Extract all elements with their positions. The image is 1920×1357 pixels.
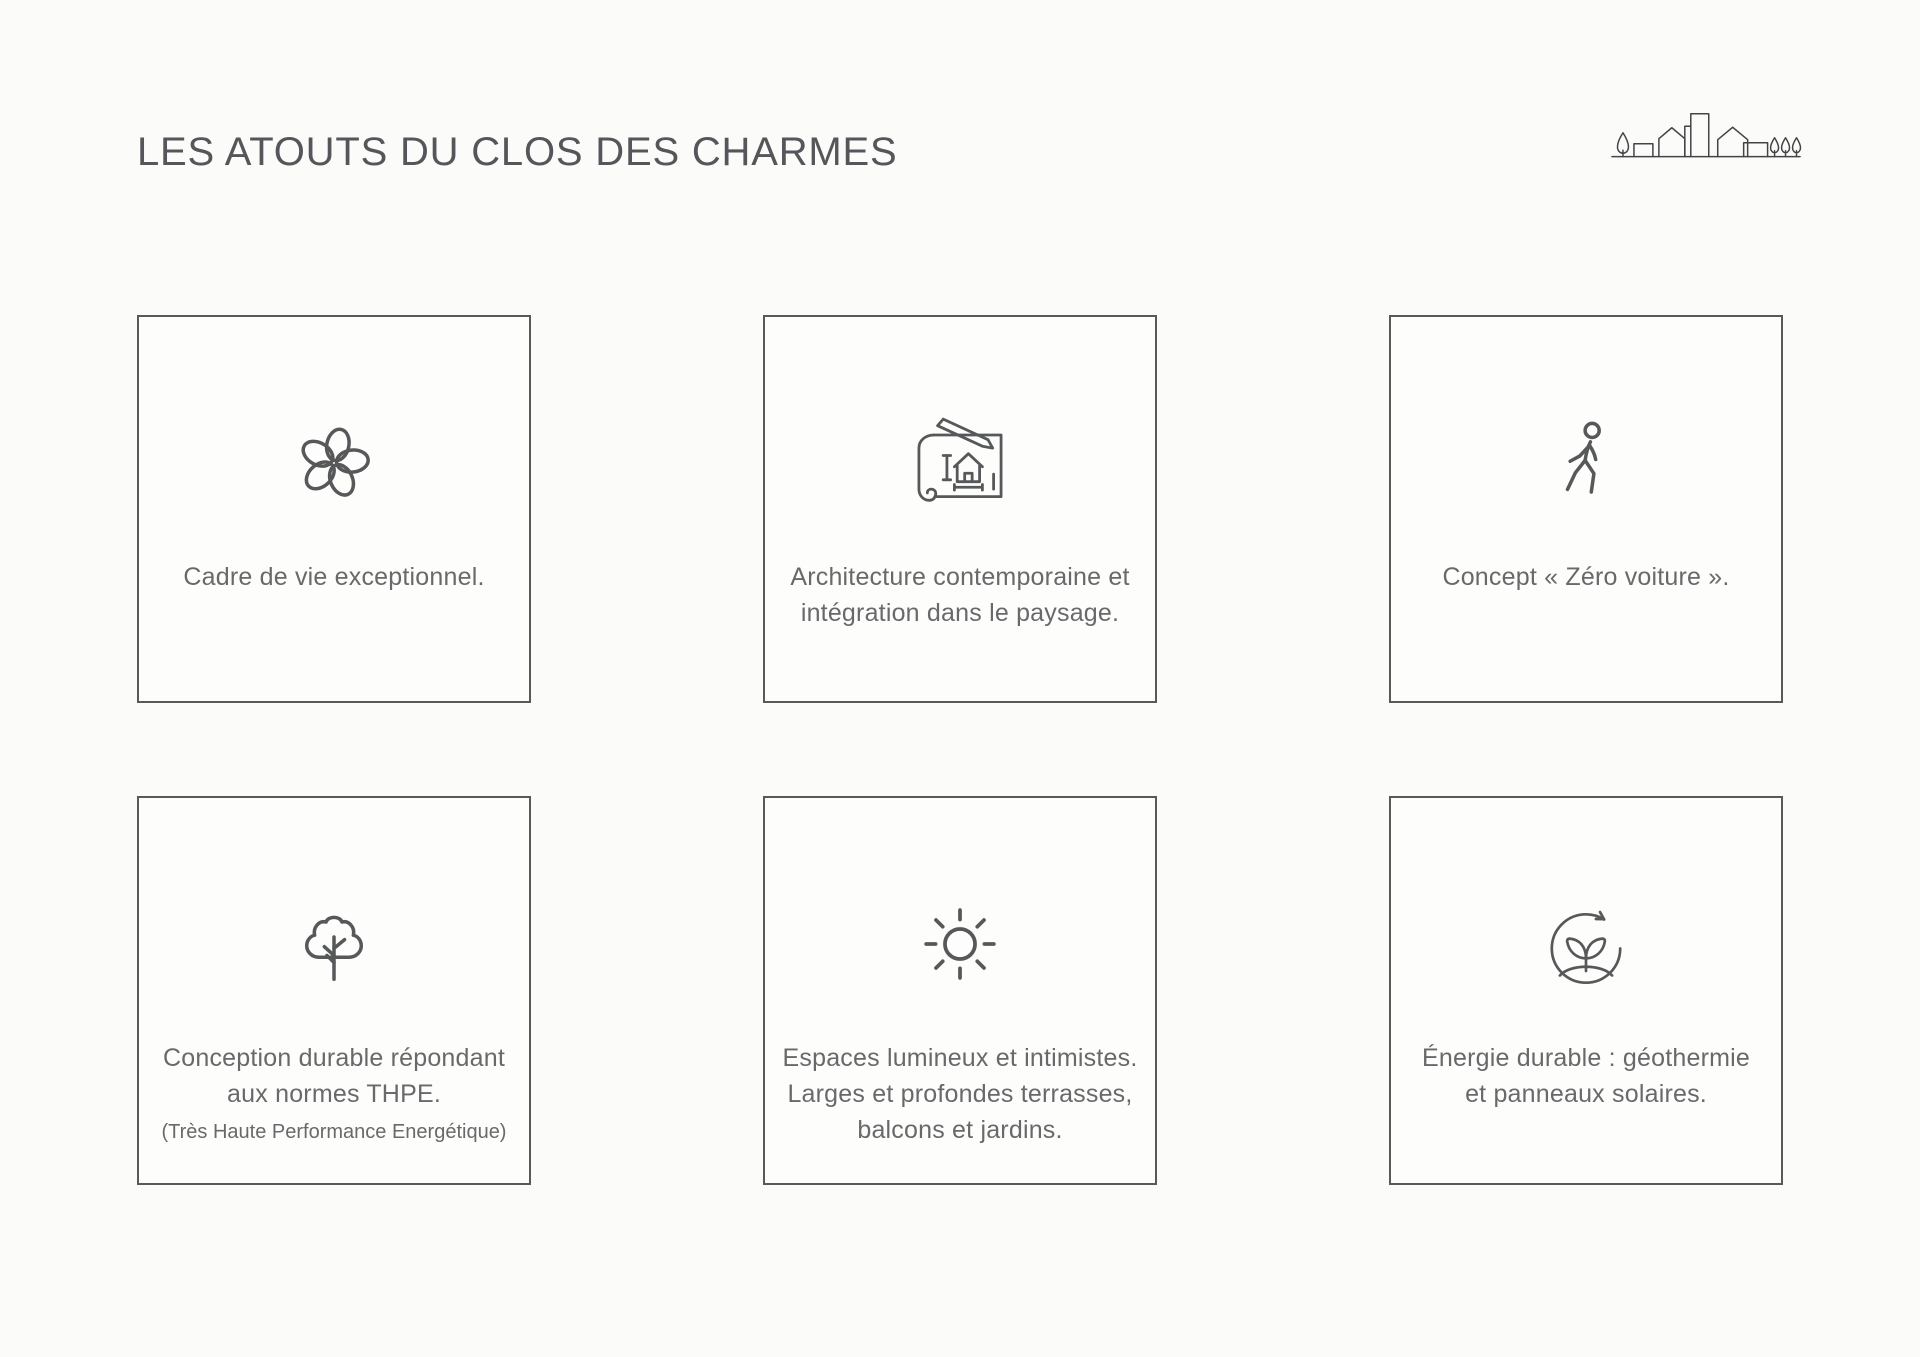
card-zero-voiture: [1389, 315, 1783, 703]
caption-line: intégration dans le paysage.: [800, 599, 1120, 627]
sun-icon: [913, 900, 1007, 988]
pedestrian-icon: [1542, 419, 1630, 507]
card-caption: [183, 559, 484, 595]
caption-line: aux normes THPE.: [227, 1080, 441, 1108]
caption-line: Conception durable répondant: [163, 1044, 505, 1072]
caption-line: Concept « Zéro voiture ».: [1442, 563, 1730, 591]
card-caption: [783, 1040, 1138, 1148]
caption-line: Énergie durable : géothermie: [1421, 1044, 1751, 1072]
card-caption: [790, 559, 1129, 631]
features-grid: [137, 315, 1783, 1185]
card-caption: [1442, 559, 1729, 595]
caption-line: Architecture contemporaine et: [790, 563, 1130, 591]
renewable-energy-icon: [1541, 900, 1631, 988]
card-architecture: [763, 315, 1157, 703]
tree-icon: [290, 900, 378, 988]
caption-line: Larges et profondes terrasses,: [787, 1080, 1133, 1108]
blueprint-icon: [904, 419, 1016, 507]
caption-line: Espaces lumineux et intimistes.: [782, 1044, 1138, 1072]
caption-line: balcons et jardins.: [857, 1116, 1063, 1144]
card-cadre-de-vie: [137, 315, 531, 703]
city-skyline-icon: [1610, 98, 1802, 162]
card-espaces-lumineux: [763, 796, 1157, 1185]
page-title: LES ATOUTS DU CLOS DES CHARMES: [137, 129, 898, 174]
card-energie-durable: [1389, 796, 1783, 1185]
caption-line: Cadre de vie exceptionnel.: [183, 563, 485, 591]
flower-icon: [290, 419, 378, 507]
card-caption: [163, 1040, 505, 1112]
caption-subnote: (Très Haute Performance Energétique): [161, 1121, 507, 1143]
card-caption: [1422, 1040, 1750, 1112]
caption-line: et panneaux solaires.: [1465, 1080, 1707, 1108]
card-conception-durable: [137, 796, 531, 1185]
